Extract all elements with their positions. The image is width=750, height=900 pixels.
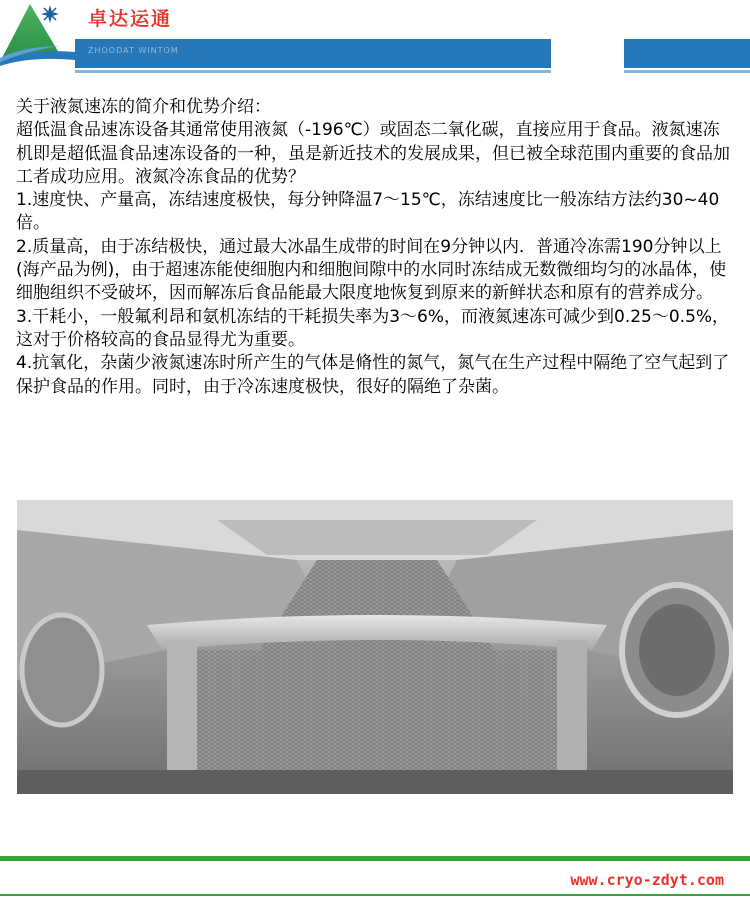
advantage-point: 3.干耗小，一般氟利昂和氨机冻结的干耗损失率为3～6%，而液氮速冻可减少到0.25～0.5%，这对于价格较高的食品显得尤为重要。 [16,306,730,350]
brand-subtitle: ZHOODAT WINTOM [88,46,179,55]
header-bar-right [624,39,750,68]
header-bar-right-underline [624,70,750,73]
mountain-star-logo [0,0,75,66]
advantage-point: 2.质量高，由于冻结极快，通过最大冰晶生成带的时间在9分钟以内．普通冷冻需190分钟以上(海产品为例)，由于超速冻能使细胞内和细胞间隙中的水同时冻结成无数微细均匀的冰晶体，使细胞组织不受破坏，因而解冻后食品能最大限度地恢复到原来的新鲜状态和原有的营养成分。 [16,236,727,304]
article-body [16,96,736,399]
header-bar-left-underline [75,70,551,73]
article-title: 关于液氮速冻的简介和优势介绍： [16,97,271,117]
page-header [0,0,750,90]
advantage-point: 1.速度快、产量高，冻结速度极快，每分钟降温7～15℃，冻结速度比一般冻结方法约30~40倍。 [16,190,720,234]
article-intro: 超低温食品速冻设备其通常使用液氮（-196℃）或固态二氧化碳，直接应用于食品。液氮速冻机即是超低温食品速冻设备的一种，虽是新近技术的发展成果，但已被全球范围内重要的食品加工者成功应用。液氮冷冻食品的优势？ [16,120,730,187]
tunnel-freezer-photo [17,500,733,794]
footer-bottom-line [0,894,750,896]
website-url[interactable]: www.cryo-zdyt.com [570,871,724,889]
advantage-point: 4.抗氧化，杂菌少液氮速冻时所产生的气体是脩性的氮气，氮气在生产过程中隔绝了空气起到了保护食品的作用。同时，由于冷冻速度极快，很好的隔绝了杂菌。 [16,353,730,397]
brand-name: 卓达运通 [88,8,173,30]
footer-divider [0,856,750,861]
